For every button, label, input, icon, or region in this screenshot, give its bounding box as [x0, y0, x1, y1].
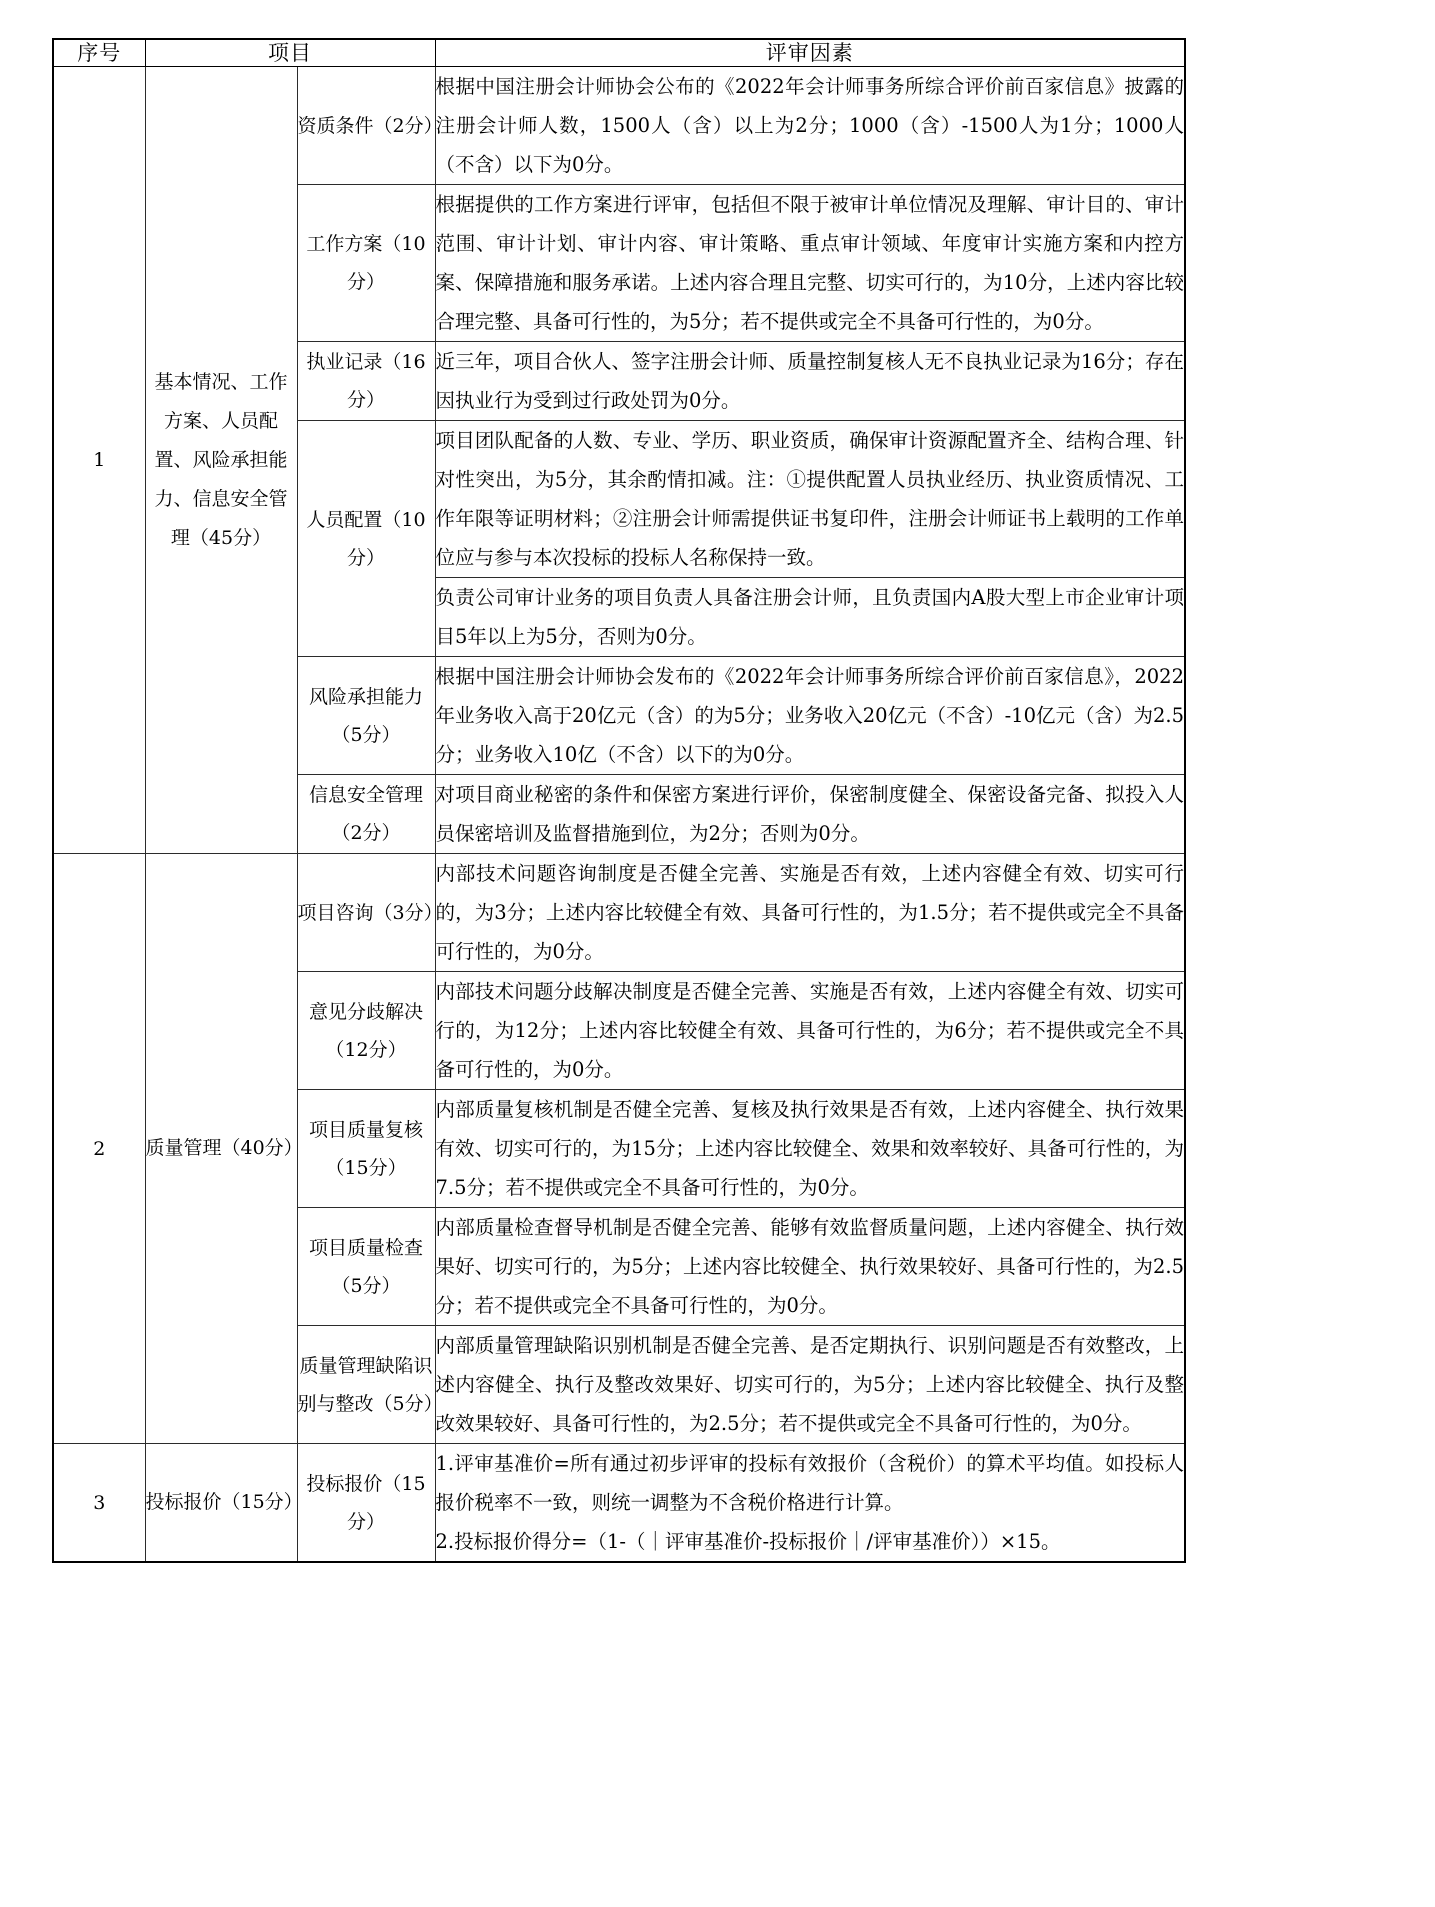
- column-header-factor: 评审因素: [435, 39, 1185, 67]
- row-factor-cell: 根据提供的工作方案进行评审，包括但不限于被审计单位情况及理解、审计目的、审计范围、审计计划、审计内容、审计策略、重点审计领域、年度审计实施方案和内控方案、保障措施和服务承诺。上述内容合理且完整、切实可行的，为10分，上述内容比较合理完整、具备可行性的，为5分；若不提供或完全不具备可行性的，为0分。: [435, 185, 1185, 342]
- row-subitem-cell: 质量管理缺陷识别与整改（5分）: [297, 1326, 435, 1444]
- row-no-cell: 1: [53, 67, 145, 854]
- table-header-row: [53, 39, 1185, 67]
- row-subitem-cell: 项目质量复核（15分）: [297, 1090, 435, 1208]
- row-no-cell: 2: [53, 854, 145, 1444]
- table-row: [53, 854, 1185, 972]
- row-factor-cell: 内部质量检查督导机制是否健全完善、能够有效监督质量问题，上述内容健全、执行效果好、切实可行的，为5分；上述内容比较健全、执行效果较好、具备可行性的，为2.5分；若不提供或完全不具备可行性的，为0分。: [435, 1208, 1185, 1326]
- row-factor-cell: 对项目商业秘密的条件和保密方案进行评价，保密制度健全、保密设备完备、拟投入人员保密培训及监督措施到位，为2分；否则为0分。: [435, 775, 1185, 854]
- row-factor-cell: 内部技术问题咨询制度是否健全完善、实施是否有效，上述内容健全有效、切实可行的，为3分；上述内容比较健全有效、具备可行性的，为1.5分；若不提供或完全不具备可行性的，为0分。: [435, 854, 1185, 972]
- table-row: [53, 1444, 1185, 1563]
- column-header-no: 序号: [53, 39, 145, 67]
- row-subitem-cell: 信息安全管理（2分）: [297, 775, 435, 854]
- column-header-item: 项目: [145, 39, 435, 67]
- table-row: [53, 67, 1185, 185]
- row-subitem-cell: 资质条件（2分）: [297, 67, 435, 185]
- row-subitem-cell: 投标报价（15分）: [297, 1444, 435, 1563]
- row-subitem-cell: 人员配置（10分）: [297, 421, 435, 657]
- row-factor-cell: 项目团队配备的人数、专业、学历、职业资质，确保审计资源配置齐全、结构合理、针对性突出，为5分，其余酌情扣减。注：①提供配置人员执业经历、执业资质情况、工作年限等证明材料；②注册会计师需提供证书复印件，注册会计师证书上载明的工作单位应与参与本次投标的投标人名称保持一致。: [435, 421, 1185, 578]
- row-factor-cell: 负责公司审计业务的项目负责人具备注册会计师，且负责国内A股大型上市企业审计项目5年以上为5分，否则为0分。: [435, 578, 1185, 657]
- row-factor-cell: 内部质量管理缺陷识别机制是否健全完善、是否定期执行、识别问题是否有效整改，上述内容健全、执行及整改效果好、切实可行的，为5分；上述内容比较健全、执行及整改效果较好、具备可行性的，为2.5分；若不提供或完全不具备可行性的，为0分。: [435, 1326, 1185, 1444]
- row-factor-cell: 根据中国注册会计师协会发布的《2022年会计师事务所综合评价前百家信息》，2022年业务收入高于20亿元（含）的为5分；业务收入20亿元（不含）-10亿元（含）为2.5分；业务收入10亿（不含）以下的为0分。: [435, 657, 1185, 775]
- row-factor-cell: 1.评审基准价=所有通过初步评审的投标有效报价（含税价）的算术平均值。如投标人报价税率不一致，则统一调整为不含税价格进行计算。 2.投标报价得分=（1-（｜评审基准价-投标报价｜/评审基准价））×15。: [435, 1444, 1185, 1563]
- table-header: [53, 39, 1185, 67]
- row-factor-cell: 内部质量复核机制是否健全完善、复核及执行效果是否有效，上述内容健全、执行效果有效、切实可行的，为15分；上述内容比较健全、效果和效率较好、具备可行性的，为7.5分；若不提供或完全不具备可行性的，为0分。: [435, 1090, 1185, 1208]
- row-subitem-cell: 项目质量检查（5分）: [297, 1208, 435, 1326]
- evaluation-factors-table: [52, 38, 1186, 1563]
- row-subitem-cell: 项目咨询（3分）: [297, 854, 435, 972]
- row-subitem-cell: 意见分歧解决（12分）: [297, 972, 435, 1090]
- row-subitem-cell: 工作方案（10分）: [297, 185, 435, 342]
- row-item-cell: 质量管理（40分）: [145, 854, 297, 1444]
- row-factor-cell: 近三年，项目合伙人、签字注册会计师、质量控制复核人无不良执业记录为16分；存在因执业行为受到过行政处罚为0分。: [435, 342, 1185, 421]
- row-item-cell: 投标报价（15分）: [145, 1444, 297, 1563]
- row-subitem-cell: 风险承担能力（5分）: [297, 657, 435, 775]
- row-factor-cell: 内部技术问题分歧解决制度是否健全完善、实施是否有效，上述内容健全有效、切实可行的，为12分；上述内容比较健全有效、具备可行性的，为6分；若不提供或完全不具备可行性的，为0分。: [435, 972, 1185, 1090]
- row-item-cell: 基本情况、工作方案、人员配置、风险承担能力、信息安全管理（45分）: [145, 67, 297, 854]
- row-factor-cell: 根据中国注册会计师协会公布的《2022年会计师事务所综合评价前百家信息》披露的注册会计师人数，1500人（含）以上为2分；1000（含）-1500人为1分；1000人（不含）以下为0分。: [435, 67, 1185, 185]
- row-no-cell: 3: [53, 1444, 145, 1563]
- row-subitem-cell: 执业记录（16分）: [297, 342, 435, 421]
- table-body: [53, 67, 1185, 1563]
